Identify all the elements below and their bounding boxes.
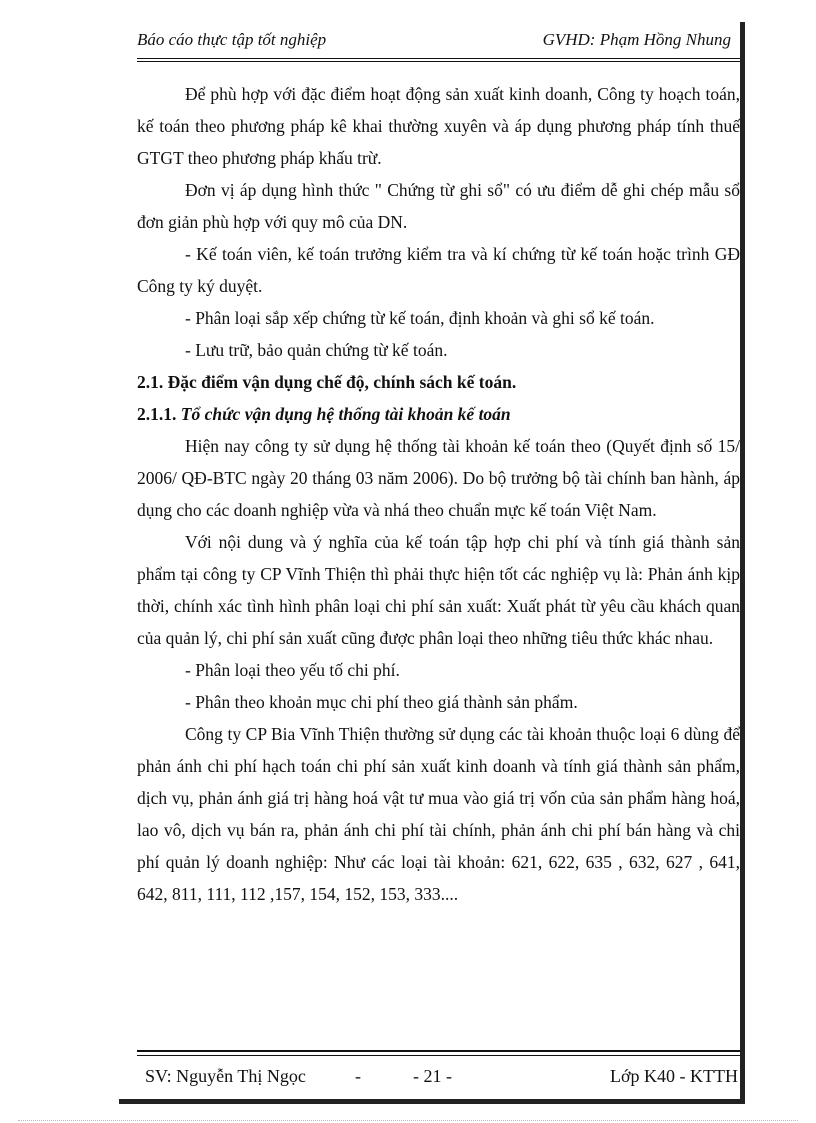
paragraph: - Lưu trữ, bảo quản chứng từ kế toán. [185, 340, 448, 360]
page-header [137, 30, 735, 56]
paragraph: - Phân loại theo yếu tố chi phí. [185, 660, 400, 680]
header-rule-top [137, 58, 740, 59]
section-heading: 2.1. Đặc điểm vận dụng chế độ, chính sách kế toán. [137, 372, 517, 392]
footer-rule-top [137, 1050, 740, 1052]
paragraph: Hiện nay công ty sử dụng hệ thống tài khoản kế toán theo (Quyết định số 15/ 2006/ QĐ-BTC ngày 20 tháng 03 năm 2006). Do bộ trưởng bộ tài chính ban hành, áp dụng cho các doanh nghiệp vừa và nhá theo chuẩn mực kế toán Việt Nam. [137, 436, 740, 520]
paragraph: Để phù hợp với đặc điểm hoạt động sản xuất kinh doanh, Công ty hoạch toán, kế toán theo phương pháp kê khai thường xuyên và áp dụng phương pháp tính thuế GTGT theo phương pháp khấu trừ. [137, 84, 740, 168]
header-rule-bottom [137, 61, 740, 62]
report-title: Báo cáo thực tập tốt nghiệp [137, 30, 327, 49]
paragraph: Với nội dung và ý nghĩa của kế toán tập hợp chi phí và tính giá thành sản phẩm tại công ty CP Vĩnh Thiện thì phải thực hiện tốt các nghiệp vụ là: Phản ánh kịp thời, chính xác tình hình phân loại chi phí sản xuất: Xuất phát từ yêu cầu khách quan của quản lý, chi phí sản xuất cũng được phân loại theo những tiêu thức khác nhau. [137, 532, 740, 648]
document-body [137, 78, 740, 910]
subsection-heading [137, 398, 740, 430]
page-number: - 21 - [413, 1066, 452, 1086]
paragraph: - Phân loại sắp xếp chứng từ kế toán, định khoản và ghi sổ kế toán. [185, 308, 655, 328]
class-name: Lớp K40 - KTTH [610, 1066, 738, 1086]
subsection-number: 2.1.1. [137, 404, 181, 424]
student-name: SV: Nguyễn Thị Ngọc [145, 1066, 306, 1086]
paragraph: - Phân theo khoản mục chi phí theo giá thành sản phẩm. [185, 692, 578, 712]
paragraph: Đơn vị áp dụng hình thức " Chứng từ ghi sổ" có ưu điểm dễ ghi chép mẫu sổ đơn giản phù hợp với quy mô của DN. [137, 180, 740, 232]
footer-separator: - [355, 1066, 361, 1086]
paragraph: Công ty CP Bia Vĩnh Thiện thường sử dụng các tài khoản thuộc loại 6 dùng để phản ánh chi phí hạch toán chi phí sản xuất kinh doanh và tính giá thành sản phẩm, dịch vụ, phản ánh giá trị hàng hoá vật tư mua vào giá trị vốn của sản phẩm hàng hoá, lao vô, dịch vụ bán ra, phản ánh chi phí tài chính, phản ánh chi phí bán hàng và chi phí quản lý doanh nghiệp: Như các loại tài khoản: 621, 622, 635 , 632, 627 , 641, 642, 811, 111, 112 ,157, 154, 152, 153, 333.... [137, 724, 740, 904]
footer-rule-bottom [137, 1055, 740, 1056]
paragraph: - Kế toán viên, kế toán trưởng kiểm tra và kí chứng từ kế toán hoặc trình GĐ Công ty ký duyệt. [137, 244, 740, 296]
advisor-name: GVHD: Phạm Hồng Nhung [542, 30, 731, 49]
page-edge [18, 1120, 798, 1121]
subsection-title: Tổ chức vận dụng hệ thống tài khoản kế toán [180, 404, 511, 424]
